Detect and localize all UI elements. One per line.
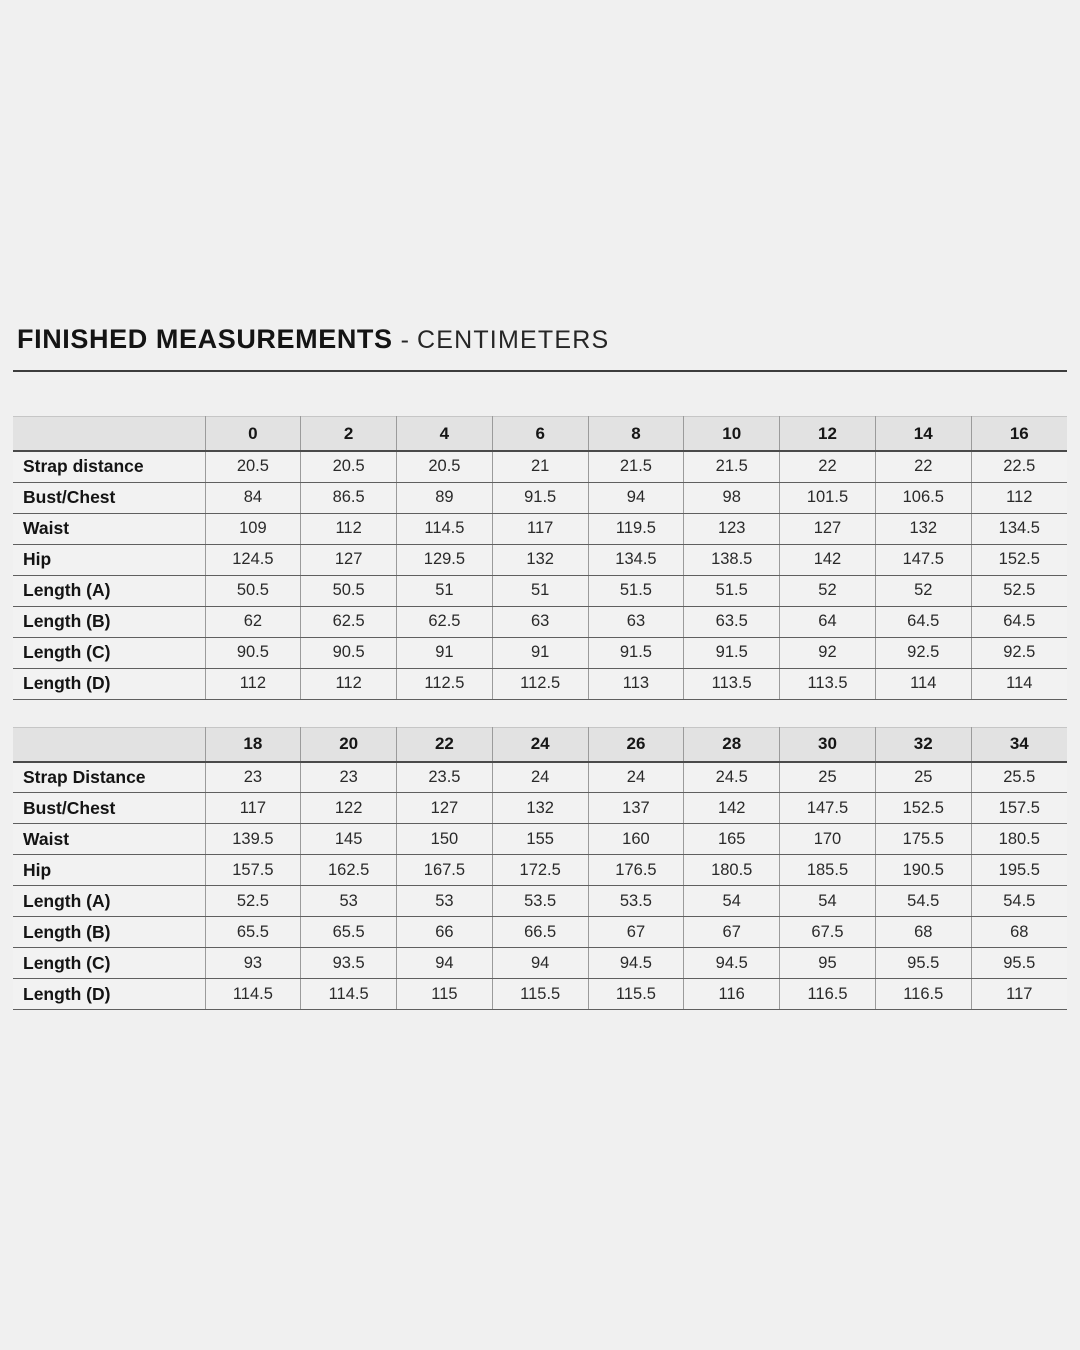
measurement-value-cell: 63	[588, 606, 684, 637]
measurement-row	[13, 886, 1067, 917]
measurement-value-cell: 50.5	[301, 575, 397, 606]
size-column-header: 18	[205, 727, 301, 762]
measurement-value-cell: 68	[971, 917, 1067, 948]
measurement-value-cell: 117	[971, 979, 1067, 1010]
size-header-row	[13, 417, 1067, 452]
size-header-corner-cell	[13, 727, 205, 762]
measurement-row	[13, 482, 1067, 513]
measurement-value-cell: 51	[397, 575, 493, 606]
measurement-value-cell: 152.5	[971, 544, 1067, 575]
measurement-value-cell: 155	[492, 824, 588, 855]
measurement-value-cell: 139.5	[205, 824, 301, 855]
measurement-value-cell: 185.5	[780, 855, 876, 886]
measurement-value-cell: 124.5	[205, 544, 301, 575]
measurement-row-label: Hip	[13, 855, 205, 886]
measurement-value-cell: 90.5	[205, 637, 301, 668]
measurement-value-cell: 127	[397, 793, 493, 824]
measurement-value-cell: 84	[205, 482, 301, 513]
measurement-value-cell: 94	[397, 948, 493, 979]
measurement-value-cell: 25	[780, 762, 876, 793]
size-column-header: 0	[205, 417, 301, 452]
measurement-value-cell: 67.5	[780, 917, 876, 948]
measurement-value-cell: 112	[301, 513, 397, 544]
size-column-header: 2	[301, 417, 397, 452]
measurement-value-cell: 160	[588, 824, 684, 855]
size-header-row	[13, 727, 1067, 762]
measurement-value-cell: 65.5	[205, 917, 301, 948]
measurement-value-cell: 92.5	[875, 637, 971, 668]
measurement-row-label: Length (A)	[13, 575, 205, 606]
measurement-value-cell: 109	[205, 513, 301, 544]
measurement-value-cell: 114.5	[397, 513, 493, 544]
measurement-value-cell: 134.5	[588, 544, 684, 575]
measurement-value-cell: 52.5	[971, 575, 1067, 606]
measurement-value-cell: 25.5	[971, 762, 1067, 793]
measurement-value-cell: 62	[205, 606, 301, 637]
measurement-value-cell: 114.5	[205, 979, 301, 1010]
measurement-row	[13, 824, 1067, 855]
measurement-value-cell: 95	[780, 948, 876, 979]
measurement-row	[13, 793, 1067, 824]
measurement-value-cell: 86.5	[301, 482, 397, 513]
measurement-value-cell: 165	[684, 824, 780, 855]
measurement-row-label: Length (D)	[13, 668, 205, 699]
measurement-value-cell: 119.5	[588, 513, 684, 544]
measurement-row	[13, 979, 1067, 1010]
measurement-value-cell: 21	[492, 451, 588, 482]
measurement-value-cell: 21.5	[588, 451, 684, 482]
measurement-value-cell: 150	[397, 824, 493, 855]
measurement-value-cell: 113	[588, 668, 684, 699]
measurement-row-label: Length (C)	[13, 948, 205, 979]
measurement-value-cell: 114	[971, 668, 1067, 699]
measurement-value-cell: 129.5	[397, 544, 493, 575]
measurement-value-cell: 115.5	[492, 979, 588, 1010]
measurement-value-cell: 115.5	[588, 979, 684, 1010]
measurement-value-cell: 68	[875, 917, 971, 948]
measurement-value-cell: 53.5	[492, 886, 588, 917]
measurement-value-cell: 24	[492, 762, 588, 793]
measurement-row-label: Waist	[13, 513, 205, 544]
measurement-value-cell: 101.5	[780, 482, 876, 513]
measurement-value-cell: 22	[780, 451, 876, 482]
measurement-value-cell: 52	[875, 575, 971, 606]
measurement-value-cell: 54.5	[971, 886, 1067, 917]
measurement-value-cell: 132	[492, 793, 588, 824]
measurement-value-cell: 190.5	[875, 855, 971, 886]
measurement-value-cell: 20.5	[205, 451, 301, 482]
size-column-header: 6	[492, 417, 588, 452]
page-title	[13, 324, 1067, 355]
measurement-value-cell: 180.5	[971, 824, 1067, 855]
measurement-value-cell: 51.5	[588, 575, 684, 606]
measurement-value-cell: 116.5	[780, 979, 876, 1010]
size-column-header: 10	[684, 417, 780, 452]
measurement-value-cell: 116	[684, 979, 780, 1010]
measurement-value-cell: 112	[301, 668, 397, 699]
measurement-row-label: Hip	[13, 544, 205, 575]
measurement-value-cell: 112	[971, 482, 1067, 513]
page-title-separator: -	[400, 326, 409, 354]
measurement-value-cell: 67	[588, 917, 684, 948]
measurement-value-cell: 127	[301, 544, 397, 575]
measurement-value-cell: 106.5	[875, 482, 971, 513]
measurement-value-cell: 167.5	[397, 855, 493, 886]
size-column-header: 28	[684, 727, 780, 762]
measurement-row-label: Length (B)	[13, 917, 205, 948]
measurement-value-cell: 52.5	[205, 886, 301, 917]
measurement-value-cell: 175.5	[875, 824, 971, 855]
measurement-value-cell: 123	[684, 513, 780, 544]
measurement-value-cell: 20.5	[301, 451, 397, 482]
measurement-value-cell: 170	[780, 824, 876, 855]
measurement-value-cell: 91.5	[588, 637, 684, 668]
measurement-value-cell: 95.5	[875, 948, 971, 979]
measurement-value-cell: 51	[492, 575, 588, 606]
measurement-value-cell: 20.5	[397, 451, 493, 482]
measurement-value-cell: 54	[684, 886, 780, 917]
measurement-value-cell: 116.5	[875, 979, 971, 1010]
measurement-value-cell: 63	[492, 606, 588, 637]
measurement-row	[13, 762, 1067, 793]
measurement-value-cell: 157.5	[971, 793, 1067, 824]
measurement-value-cell: 25	[875, 762, 971, 793]
size-column-header: 4	[397, 417, 493, 452]
measurement-row-label: Bust/Chest	[13, 793, 205, 824]
measurement-value-cell: 62.5	[397, 606, 493, 637]
measurement-value-cell: 22	[875, 451, 971, 482]
measurement-row	[13, 637, 1067, 668]
measurement-value-cell: 53	[301, 886, 397, 917]
measurement-value-cell: 23.5	[397, 762, 493, 793]
measurement-row	[13, 513, 1067, 544]
measurement-value-cell: 117	[205, 793, 301, 824]
size-column-header: 16	[971, 417, 1067, 452]
measurement-value-cell: 157.5	[205, 855, 301, 886]
measurement-value-cell: 142	[684, 793, 780, 824]
measurement-row	[13, 668, 1067, 699]
measurement-value-cell: 94.5	[684, 948, 780, 979]
measurement-value-cell: 114	[875, 668, 971, 699]
size-column-header: 12	[780, 417, 876, 452]
measurement-value-cell: 132	[492, 544, 588, 575]
measurement-value-cell: 93	[205, 948, 301, 979]
measurement-value-cell: 122	[301, 793, 397, 824]
measurement-value-cell: 127	[780, 513, 876, 544]
measurement-value-cell: 66	[397, 917, 493, 948]
measurement-value-cell: 98	[684, 482, 780, 513]
measurement-value-cell: 23	[301, 762, 397, 793]
measurement-value-cell: 114.5	[301, 979, 397, 1010]
measurement-value-cell: 195.5	[971, 855, 1067, 886]
measurement-value-cell: 92	[780, 637, 876, 668]
content-area	[13, 0, 1067, 1010]
measurement-value-cell: 132	[875, 513, 971, 544]
measurement-value-cell: 137	[588, 793, 684, 824]
measurement-row-label: Strap Distance	[13, 762, 205, 793]
measurement-row	[13, 948, 1067, 979]
measurement-value-cell: 23	[205, 762, 301, 793]
measurement-value-cell: 54.5	[875, 886, 971, 917]
measurement-value-cell: 172.5	[492, 855, 588, 886]
measurement-value-cell: 112	[205, 668, 301, 699]
measurement-value-cell: 94	[588, 482, 684, 513]
title-divider-rule	[13, 370, 1067, 372]
measurement-value-cell: 54	[780, 886, 876, 917]
measurement-value-cell: 134.5	[971, 513, 1067, 544]
measurement-value-cell: 92.5	[971, 637, 1067, 668]
measurement-value-cell: 63.5	[684, 606, 780, 637]
measurement-value-cell: 24	[588, 762, 684, 793]
measurement-value-cell: 90.5	[301, 637, 397, 668]
measurement-value-cell: 64.5	[875, 606, 971, 637]
measurement-value-cell: 138.5	[684, 544, 780, 575]
measurement-value-cell: 112.5	[492, 668, 588, 699]
measurement-value-cell: 113.5	[780, 668, 876, 699]
measurement-row-label: Strap distance	[13, 451, 205, 482]
measurement-value-cell: 91	[397, 637, 493, 668]
measurement-row	[13, 544, 1067, 575]
measurement-value-cell: 53	[397, 886, 493, 917]
size-column-header: 34	[971, 727, 1067, 762]
measurement-value-cell: 50.5	[205, 575, 301, 606]
measurement-value-cell: 64	[780, 606, 876, 637]
size-column-header: 22	[397, 727, 493, 762]
measurement-value-cell: 21.5	[684, 451, 780, 482]
measurement-value-cell: 176.5	[588, 855, 684, 886]
size-column-header: 8	[588, 417, 684, 452]
measurement-value-cell: 180.5	[684, 855, 780, 886]
measurement-table-sizes-18-34	[13, 727, 1067, 1011]
size-column-header: 24	[492, 727, 588, 762]
measurement-value-cell: 94.5	[588, 948, 684, 979]
size-column-header: 32	[875, 727, 971, 762]
page-title-unit: CENTIMETERS	[416, 326, 610, 354]
measurement-value-cell: 67	[684, 917, 780, 948]
measurement-row-label: Waist	[13, 824, 205, 855]
measurement-value-cell: 152.5	[875, 793, 971, 824]
measurement-value-cell: 51.5	[684, 575, 780, 606]
measurement-value-cell: 53.5	[588, 886, 684, 917]
size-column-header: 30	[780, 727, 876, 762]
measurement-row	[13, 917, 1067, 948]
measurement-row-label: Length (B)	[13, 606, 205, 637]
measurement-value-cell: 91	[492, 637, 588, 668]
measurement-value-cell: 113.5	[684, 668, 780, 699]
measurement-value-cell: 112.5	[397, 668, 493, 699]
measurement-value-cell: 89	[397, 482, 493, 513]
measurement-row-label: Length (D)	[13, 979, 205, 1010]
size-header-corner-cell	[13, 417, 205, 452]
measurement-value-cell: 115	[397, 979, 493, 1010]
measurement-value-cell: 162.5	[301, 855, 397, 886]
measurement-value-cell: 117	[492, 513, 588, 544]
measurement-value-cell: 24.5	[684, 762, 780, 793]
measurement-value-cell: 142	[780, 544, 876, 575]
measurement-row	[13, 451, 1067, 482]
measurement-value-cell: 94	[492, 948, 588, 979]
measurement-value-cell: 64.5	[971, 606, 1067, 637]
size-column-header: 20	[301, 727, 397, 762]
measurement-row	[13, 855, 1067, 886]
measurement-value-cell: 95.5	[971, 948, 1067, 979]
measurement-row-label: Bust/Chest	[13, 482, 205, 513]
measurement-value-cell: 62.5	[301, 606, 397, 637]
measurement-row-label: Length (C)	[13, 637, 205, 668]
measurement-row	[13, 575, 1067, 606]
page-title-main: FINISHED MEASUREMENTS	[17, 324, 393, 354]
size-column-header: 14	[875, 417, 971, 452]
size-column-header: 26	[588, 727, 684, 762]
measurement-value-cell: 65.5	[301, 917, 397, 948]
measurement-value-cell: 91.5	[492, 482, 588, 513]
measurement-value-cell: 22.5	[971, 451, 1067, 482]
measurement-value-cell: 66.5	[492, 917, 588, 948]
measurement-value-cell: 93.5	[301, 948, 397, 979]
measurement-value-cell: 52	[780, 575, 876, 606]
measurement-row	[13, 606, 1067, 637]
measurement-value-cell: 145	[301, 824, 397, 855]
measurement-value-cell: 147.5	[780, 793, 876, 824]
measurement-row-label: Length (A)	[13, 886, 205, 917]
measurement-value-cell: 91.5	[684, 637, 780, 668]
measurement-value-cell: 147.5	[875, 544, 971, 575]
measurement-table-sizes-0-16	[13, 416, 1067, 700]
